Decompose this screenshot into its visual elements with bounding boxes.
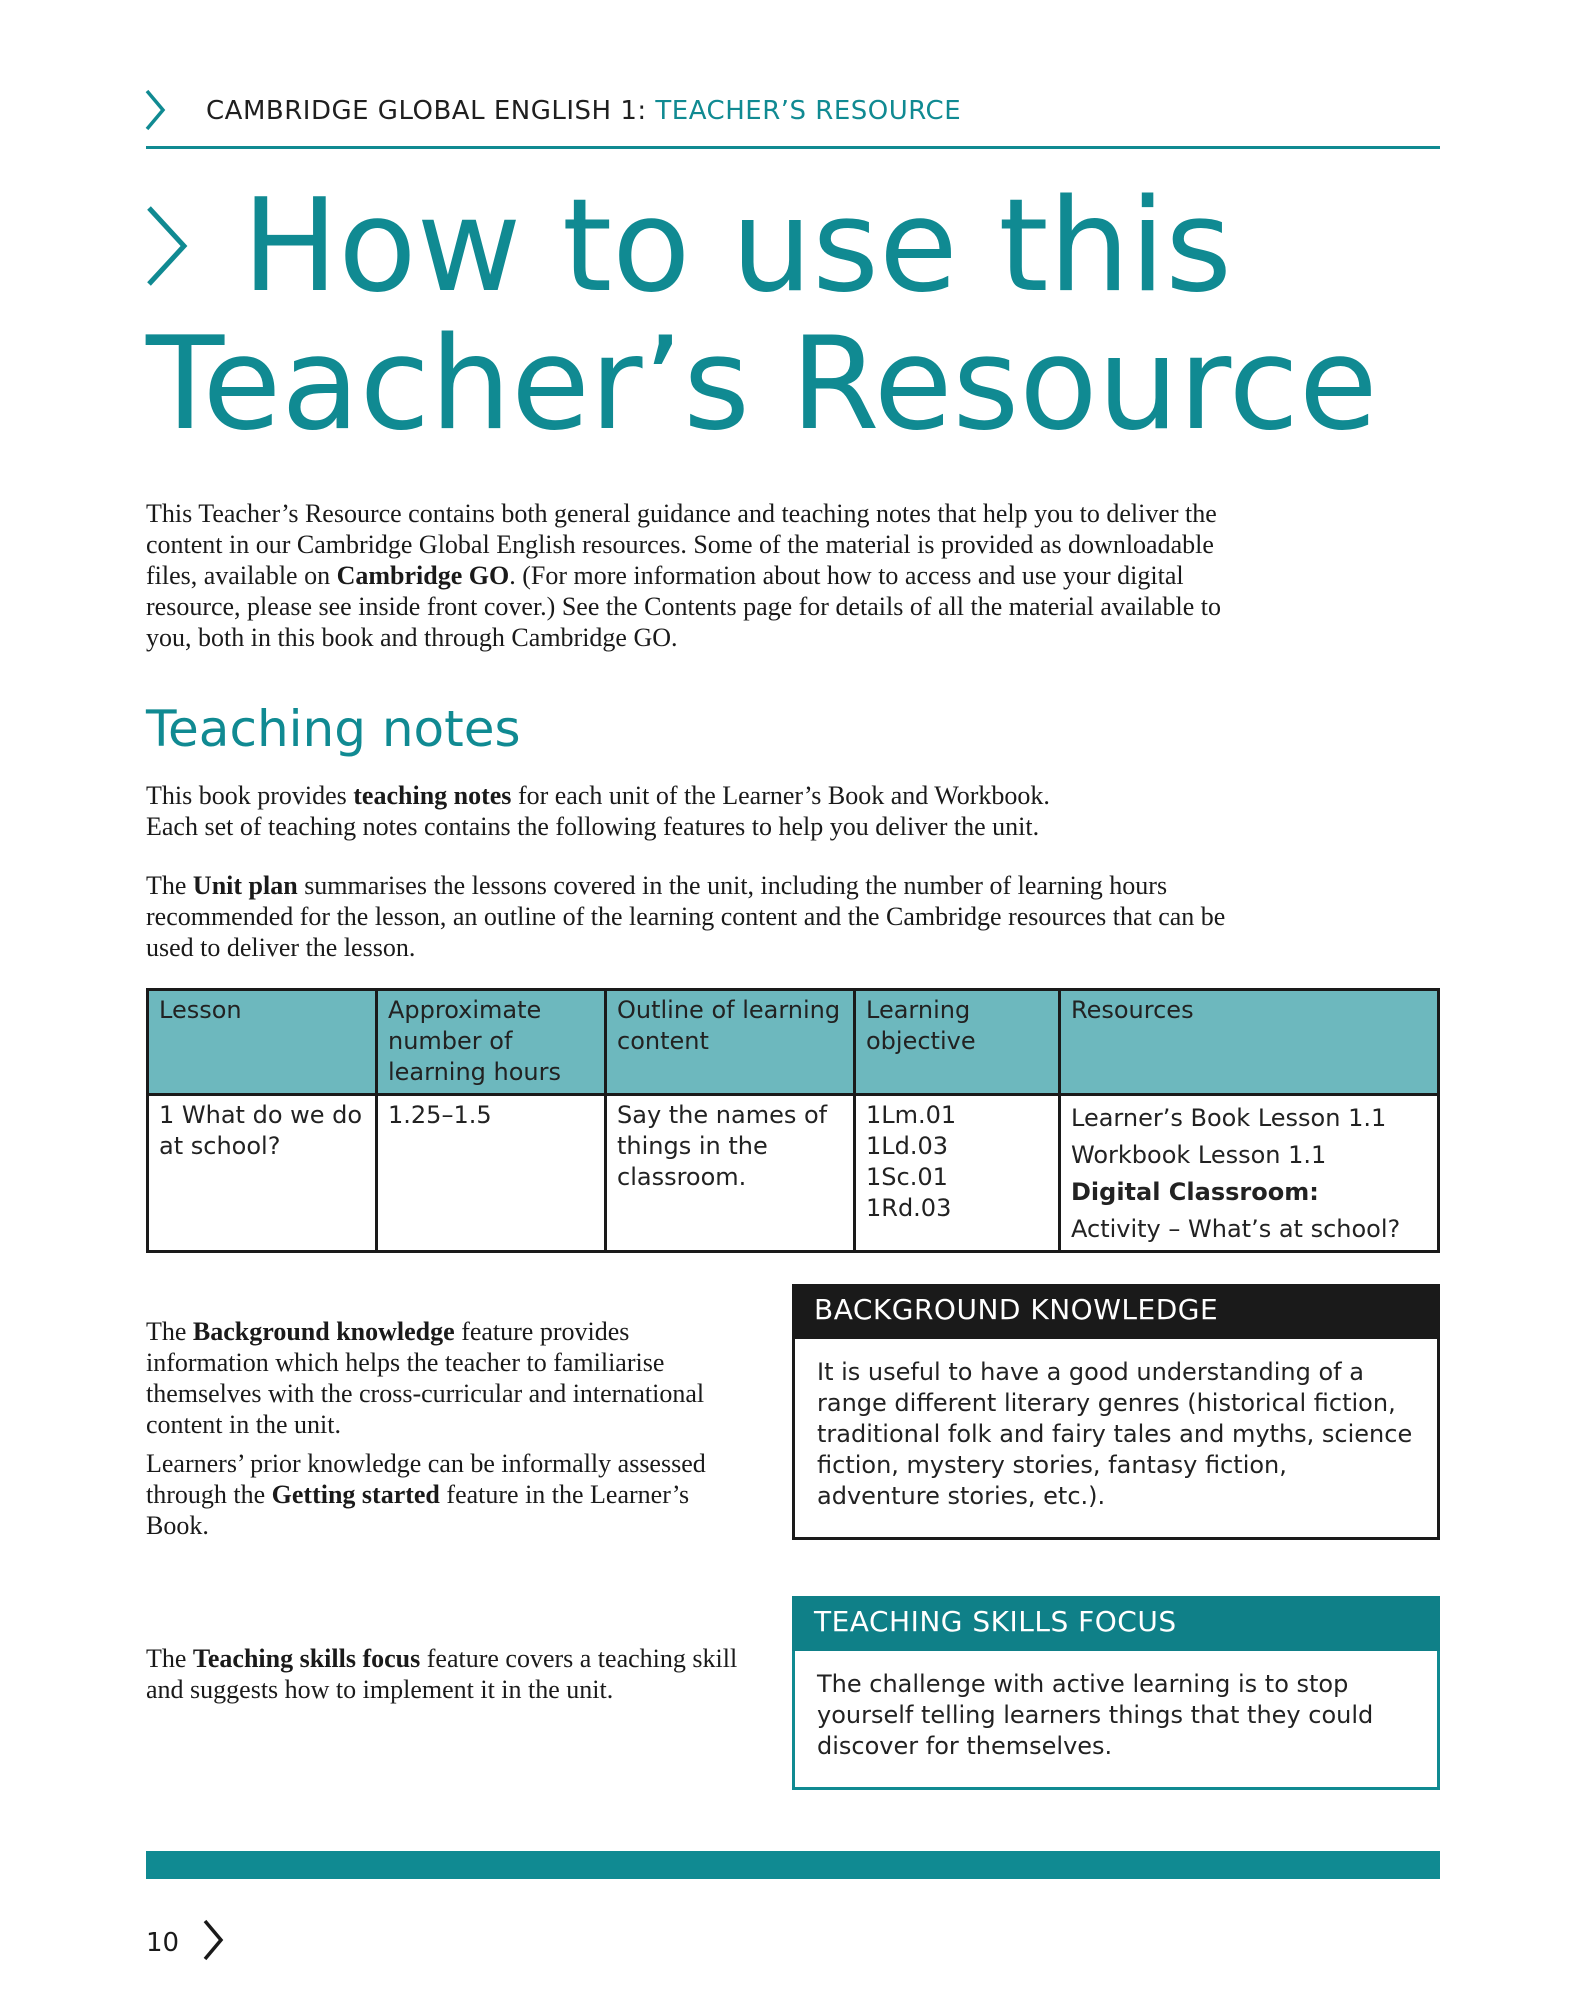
resource-item: Learner’s Book Lesson 1.1 — [1071, 1104, 1387, 1132]
resource-item: Activity – What’s at school? — [1071, 1215, 1401, 1243]
table-header-cell: Resources — [1060, 990, 1439, 1095]
tn-text: summarises the lessons covered in the unit, including the number of learning hours recommended for the lesson, an outline of the learning content and the Cambridge resources that can be used to deliver the lesson. — [146, 871, 1226, 962]
background-knowledge-body: It is useful to have a good understanding of a range different literary genres (historical fiction, traditional folk and fairy tales and myths, science fiction, mystery stories, fantasy fiction, adventure stories, etc.). — [817, 1358, 1413, 1510]
tn-bold: Unit plan — [192, 871, 298, 900]
tsf-text: The — [146, 1644, 193, 1673]
resource-item: Workbook Lesson 1.1 — [1071, 1141, 1327, 1169]
background-knowledge-title: BACKGROUND KNOWLEDGE — [792, 1284, 1440, 1339]
unit-plan-paragraph — [146, 870, 1256, 963]
bk-bold: Background knowledge — [192, 1317, 455, 1346]
bk-text: feature in the Learner’s Book. — [146, 1480, 690, 1540]
tn-text: for each unit of the Learner’s Book and Workbook. — [511, 781, 1050, 810]
unit-plan-table — [146, 988, 1440, 1253]
running-head — [206, 96, 961, 126]
table-row — [148, 1095, 1439, 1252]
intro-text-2: . (For more information about how to access and use your digital resource, please see inside front cover.) See the Contents page for details of all the material available to you, both in this book and through Cambridge GO. — [146, 561, 1221, 652]
objective-code: 1Rd.03 — [866, 1194, 952, 1222]
table-header-row — [148, 990, 1439, 1095]
page-number: 10 — [146, 1928, 180, 1958]
bk-text: The — [146, 1317, 193, 1346]
objective-code: 1Sc.01 — [866, 1163, 948, 1191]
table-header-cell: Outline of learning content — [606, 990, 855, 1095]
running-head-separator: : — [637, 96, 647, 126]
page-title-line-1: How to use this — [242, 172, 1232, 321]
footer-bar — [146, 1851, 1440, 1879]
lesson-cell: 1 What do we do at school? — [148, 1095, 377, 1252]
tn-text: The — [146, 871, 193, 900]
bk-bold: Getting started — [271, 1480, 440, 1509]
background-knowledge-box — [792, 1284, 1440, 1540]
teaching-notes-paragraph — [146, 780, 1256, 842]
intro-bold: Cambridge GO — [336, 561, 510, 590]
resource-item: Digital Classroom: — [1071, 1178, 1319, 1206]
objectives-cell — [855, 1095, 1060, 1252]
teaching-skills-focus-body: The challenge with active learning is to stop yourself telling learners things that they could discover for themselves. — [817, 1670, 1374, 1760]
intro-paragraph — [146, 498, 1256, 653]
objective-code: 1Lm.01 — [866, 1101, 957, 1129]
objective-code: 1Ld.03 — [866, 1132, 949, 1160]
book-title: CAMBRIDGE GLOBAL ENGLISH 1 — [206, 96, 638, 126]
chevron-right-icon — [202, 1918, 224, 1962]
bk-text: Learners’ prior knowledge can be informally assessed through the — [146, 1449, 706, 1509]
teaching-skills-focus-title: TEACHING SKILLS FOCUS — [792, 1596, 1440, 1651]
chevron-right-icon — [144, 88, 166, 132]
bk-text: feature provides information which helps the teacher to familiarise themselves with the cross-curricular and international content in the unit. — [146, 1317, 705, 1439]
header-rule — [146, 146, 1440, 149]
tsf-bold: Teaching skills focus — [192, 1644, 421, 1673]
page-title-line-2: Teacher’s Resource — [146, 310, 1378, 459]
tn-bold: teaching notes — [353, 781, 512, 810]
table-header-cell: Approximate number of learning hours — [377, 990, 606, 1095]
background-knowledge-description — [146, 1316, 706, 1549]
table-header-cell: Learning objective — [855, 990, 1060, 1095]
table-header-cell: Lesson — [148, 990, 377, 1095]
bk-paragraph — [146, 1316, 706, 1440]
section-heading: Teaching notes — [146, 700, 521, 758]
teaching-skills-focus-box — [792, 1596, 1440, 1790]
section-label: TEACHER’S RESOURCE — [655, 96, 962, 126]
teaching-skills-description — [146, 1643, 756, 1705]
tn-text: This book provides — [146, 781, 354, 810]
intro-text-1: This Teacher’s Resource contains both general guidance and teaching notes that help you to deliver the content in our Cambridge Global English resources. Some of the material is provided as downloadable files, available on — [146, 499, 1217, 590]
tn-text: Each set of teaching notes contains the following features to help you deliver the unit. — [146, 812, 1040, 841]
hours-cell: 1.25–1.5 — [377, 1095, 606, 1252]
outline-cell: Say the names of things in the classroom. — [606, 1095, 855, 1252]
page-title — [146, 172, 1396, 459]
resources-cell — [1060, 1095, 1439, 1252]
bk-paragraph — [146, 1448, 706, 1541]
tsf-text: feature covers a teaching skill and suggests how to implement it in the unit. — [146, 1644, 738, 1704]
